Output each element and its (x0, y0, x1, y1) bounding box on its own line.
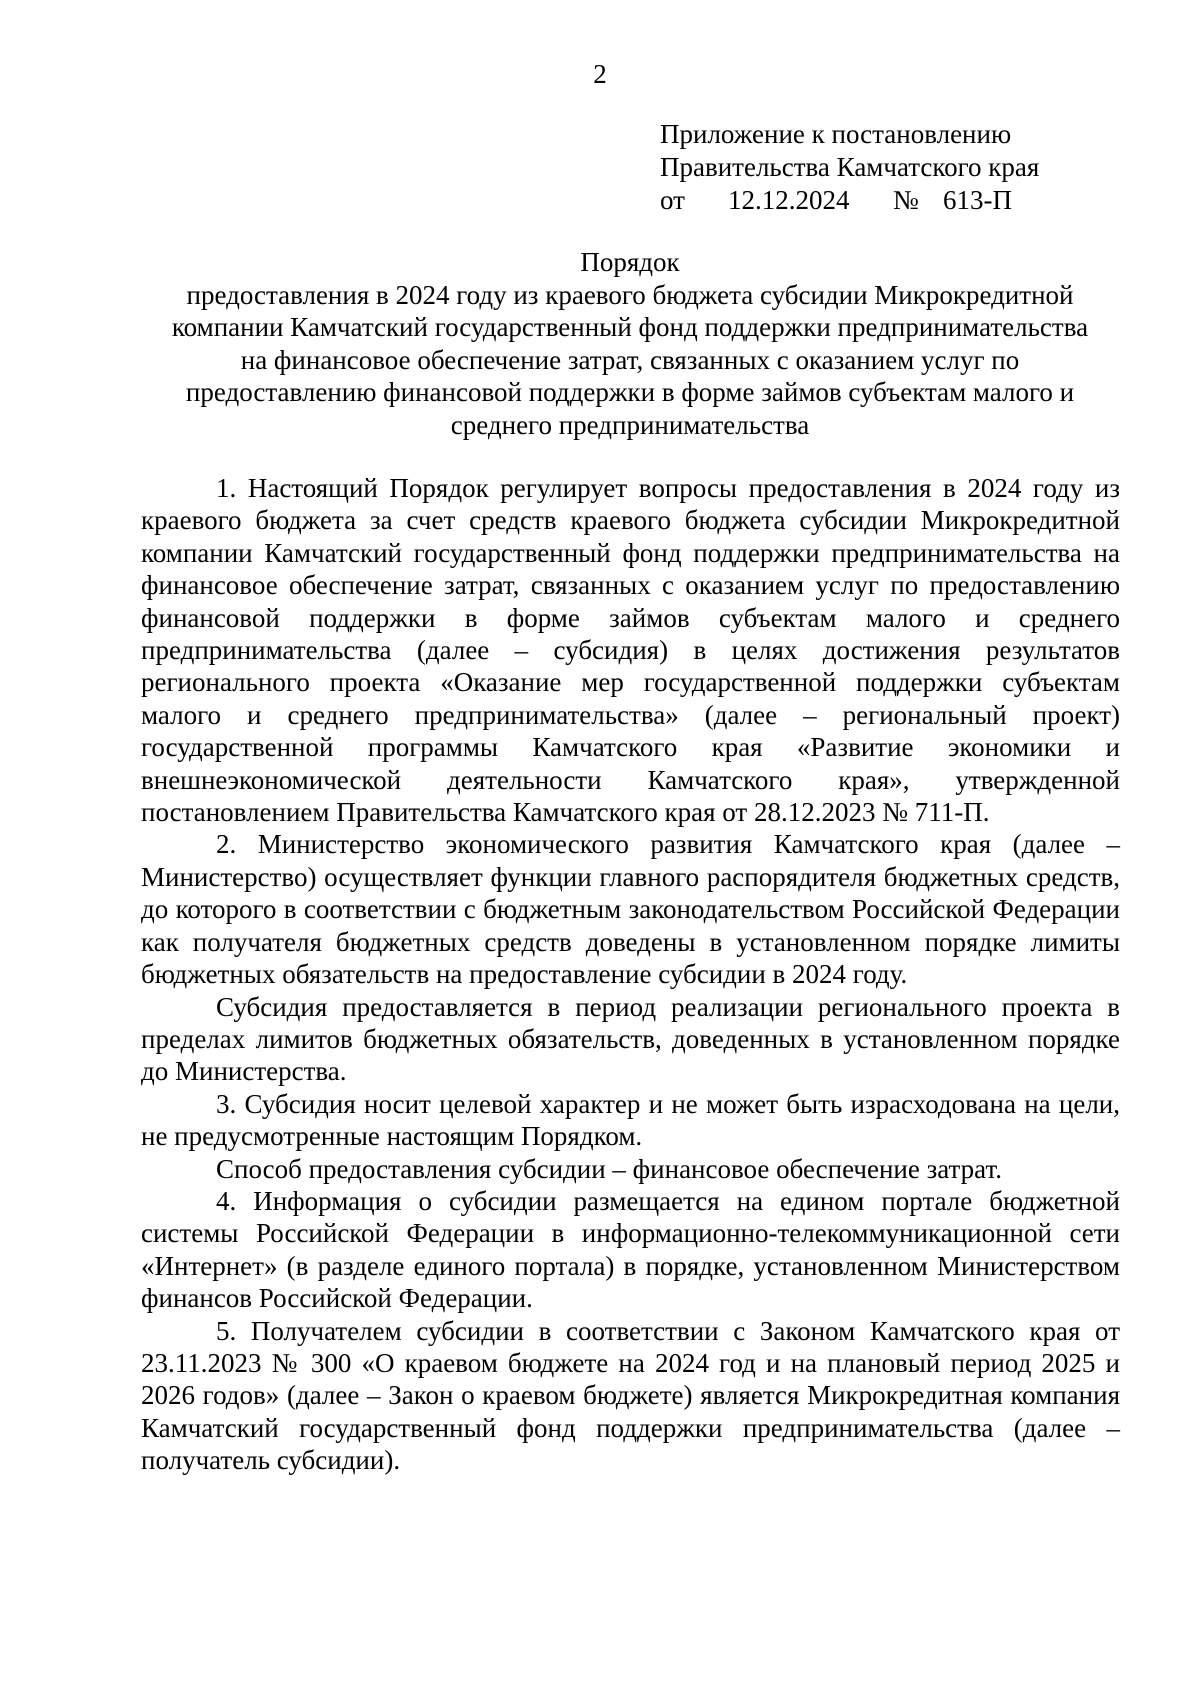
page-number: 2 (593, 59, 607, 89)
appendix-number: 613-П (943, 185, 1012, 215)
appendix-from-label: от (660, 185, 685, 215)
paragraph-4: 4. Информация о субсидии размещается на едином портале бюджетной системы Российской Федерации в информационно-телекоммуникационной сети «Интернет» (в разделе единого портала) в порядке, установленном Министерством финансов Российской Федерации. (141, 1185, 1120, 1314)
appendix-line-1: Приложение к постановлению (660, 119, 1012, 149)
paragraph-2: 2. Министерство экономического развития Камчатского края (далее – Министерство) осуществляет функции главного распорядителя бюджетных средств, до которого в соответствии с бюджетным законодательством Российской Федерации как получателя бюджетных средств доведены в установленном порядке лимиты бюджетных обязательств на предоставление субсидии в 2024 году. (141, 829, 1120, 990)
appendix-line-2: Правительства Камчатского края (660, 152, 1040, 182)
paragraph-1: 1. Настоящий Порядок регулирует вопросы предоставления в 2024 году из краевого бюджета за счет средств краевого бюджета субсидии Микрокредитной компании Камчатский государственный фонд поддержки предпринимательства на финансовое обеспечение затрат, связанных с оказанием услуг по предоставлению финансовой поддержки в форме займов субъектам малого и среднего предпринимательства (далее – субсидия) в целях достижения результатов регионального проекта «Оказание мер государственной поддержки субъектам малого и среднего предпринимательства» (далее – региональный проект) государственной программы Камчатского края «Развитие экономики и внешнеэкономической деятельности Камчатского края», утвержденной постановлением Правительства Камчатского края от 28.12.2023 № 711-П. (141, 473, 1120, 828)
appendix-date: 12.12.2024 (728, 185, 850, 215)
document-title (140, 246, 1120, 441)
title-line-2: компании Камчатский государственный фонд поддержки предпринимательства (171, 312, 1089, 342)
title-line-4: предоставлению финансовой поддержки в форме займов субъектам малого и (185, 377, 1075, 407)
document-body (141, 472, 1120, 1477)
title-line-5: среднего предпринимательства (450, 409, 810, 440)
title-line-1: предоставления в 2024 году из краевого бюджета субсидии Микрокредитной (186, 279, 1074, 310)
paragraph-5: 5. Получателем субсидии в соответствии с Законом Камчатского края от 23.11.2023 № 300 «О краевом бюджете на 2024 год и на плановый период 2025 и 2026 годов» (далее – Закон о краевом бюджете) является Микрокредитная компания Камчатский государственный фонд поддержки предпринимательства (далее – получатель субсидии). (141, 1315, 1120, 1476)
appendix-header (660, 118, 1039, 217)
paragraph-2-continued: Субсидия предоставляется в период реализации регионального проекта в пределах лимитов бюджетных обязательств, доведенных в установленном порядке до Министерства. (141, 991, 1120, 1087)
paragraph-3-continued: Способ предоставления субсидии – финансовое обеспечение затрат. (216, 1153, 1002, 1184)
title-line-3: на финансовое обеспечение затрат, связанных с оказанием услуг по (240, 344, 1020, 375)
paragraph-3: 3. Субсидия носит целевой характер и не может быть израсходована на цели, не предусмотренные настоящим Порядком. (141, 1088, 1120, 1152)
title-heading: Порядок (580, 247, 680, 277)
appendix-number-sign: № (893, 185, 919, 215)
appendix-reference (660, 184, 1039, 217)
